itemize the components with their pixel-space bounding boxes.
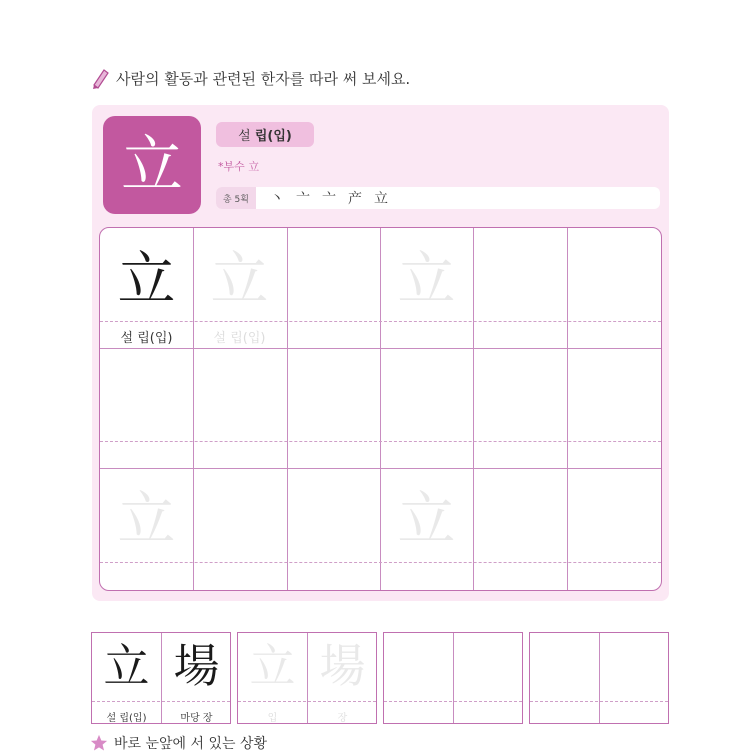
stroke-step: 亠 [296,191,310,207]
star-icon [90,734,108,752]
practice-grid[interactable] [99,227,662,591]
word-label: 설 립(입) [106,713,147,724]
model-character: 立 [117,245,176,313]
word-box-model [91,632,231,724]
word-trace-label: 입 [267,713,278,724]
hanja-card [103,116,201,214]
stroke-step: 丶 [270,191,284,207]
example-sentence [90,733,267,753]
word-character: 場 [173,639,220,693]
stroke-step: 产 [348,191,362,207]
word-box-blank[interactable] [529,632,669,724]
trace-character[interactable]: 立 [397,485,456,553]
example-sentence-text: 바로 눈앞에 서 있는 상황 [114,736,268,752]
stroke-order-bar [216,187,660,209]
word-box-blank[interactable] [383,632,523,724]
reading-text: 립(입) [254,129,292,144]
trace-character[interactable]: 立 [397,245,456,313]
word-character: 立 [103,639,150,693]
stroke-step: 亠 [322,191,336,207]
stroke-sequence [270,188,388,208]
model-label: 설 립(입) [120,331,173,346]
word-trace-character[interactable]: 立 [249,639,296,693]
trace-character[interactable]: 立 [210,245,269,313]
trace-label: 설 립(입) [213,331,266,346]
pencil-icon [90,67,110,89]
stroke-count: 총 5획 [216,187,256,209]
word-box-trace[interactable] [237,632,377,724]
instruction-text: 사람의 활동과 관련된 한자를 따라 써 보세요. [116,69,411,88]
instruction [90,66,410,90]
hanja-character: 立 [120,128,183,201]
word-trace-label: 장 [337,713,348,724]
word-label: 마당 장 [180,713,213,724]
word-trace-character[interactable]: 場 [319,639,366,693]
radical-label: *부수 立 [218,160,260,173]
trace-character[interactable]: 立 [117,485,176,553]
meaning-text: 설 [238,129,251,144]
stroke-step: 立 [374,191,388,207]
meaning-pill [216,122,314,147]
